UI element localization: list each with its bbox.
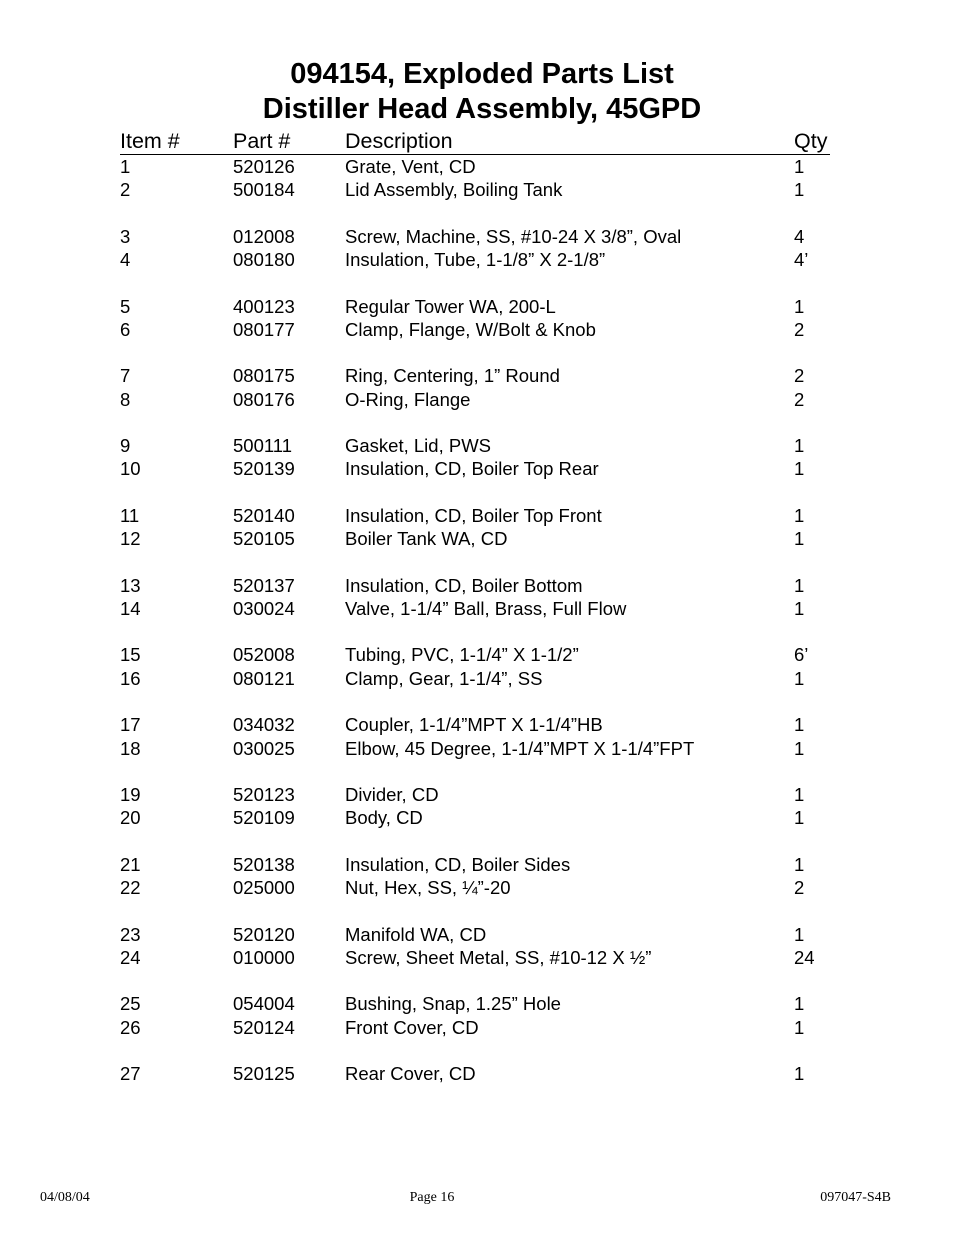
part-qty: 1 bbox=[794, 574, 805, 596]
row-spacer bbox=[120, 551, 840, 574]
part-qty: 2 bbox=[794, 365, 805, 387]
part-qty: 1 bbox=[794, 714, 805, 736]
item-number: 1 bbox=[120, 156, 131, 177]
table-row bbox=[120, 806, 840, 829]
part-number: 520124 bbox=[233, 1016, 295, 1038]
item-number: 26 bbox=[120, 1016, 141, 1038]
part-number: 520126 bbox=[233, 156, 295, 177]
part-number: 012008 bbox=[233, 225, 295, 247]
row-spacer bbox=[120, 969, 840, 992]
part-qty: 1 bbox=[794, 504, 805, 526]
part-number: 520139 bbox=[233, 458, 295, 480]
table-row bbox=[120, 318, 840, 341]
part-description: Elbow, 45 Degree, 1-1/4”MPT X 1-1/4”FPT bbox=[345, 737, 695, 759]
part-number: 052008 bbox=[233, 644, 295, 666]
item-number: 23 bbox=[120, 923, 141, 945]
part-number: 500111 bbox=[233, 435, 292, 457]
part-description: Valve, 1-1/4” Ball, Brass, Full Flow bbox=[345, 597, 627, 619]
part-qty: 1 bbox=[794, 179, 805, 201]
part-number: 520105 bbox=[233, 528, 295, 550]
row-spacer bbox=[120, 271, 840, 294]
table-row bbox=[120, 643, 840, 666]
row-spacer bbox=[120, 830, 840, 853]
part-qty: 24 bbox=[794, 946, 815, 968]
item-number: 16 bbox=[120, 667, 141, 689]
table-row bbox=[120, 597, 840, 620]
table-row bbox=[120, 783, 840, 806]
row-spacer bbox=[120, 202, 840, 225]
table-row bbox=[120, 667, 840, 690]
table-row bbox=[120, 737, 840, 760]
table-row bbox=[120, 295, 840, 318]
table-row bbox=[120, 876, 840, 899]
part-qty: 1 bbox=[794, 528, 805, 550]
part-qty: 1 bbox=[794, 784, 805, 806]
part-description: Screw, Machine, SS, #10-24 X 3/8”, Oval bbox=[345, 225, 682, 247]
part-qty: 1 bbox=[794, 923, 805, 945]
part-description: Ring, Centering, 1” Round bbox=[345, 365, 560, 387]
item-number: 11 bbox=[120, 504, 140, 526]
part-description: Manifold WA, CD bbox=[345, 923, 487, 945]
part-description: Insulation, CD, Boiler Bottom bbox=[345, 574, 583, 596]
part-qty: 1 bbox=[794, 737, 805, 759]
part-description: Front Cover, CD bbox=[345, 1016, 479, 1038]
footer-page-number: Page 16 bbox=[409, 1190, 455, 1205]
part-description: Gasket, Lid, PWS bbox=[345, 435, 491, 457]
description-column-header: Description bbox=[345, 129, 453, 153]
part-number: 034032 bbox=[233, 714, 295, 736]
parts-table-body bbox=[120, 155, 840, 1085]
item-number: 17 bbox=[120, 714, 141, 736]
item-number: 8 bbox=[120, 388, 131, 410]
part-number: 054004 bbox=[233, 993, 295, 1015]
page-subtitle: Distiller Head Assembly, 45GPD bbox=[262, 93, 702, 125]
table-row bbox=[120, 923, 840, 946]
part-description: Insulation, CD, Boiler Top Rear bbox=[345, 458, 599, 480]
part-number: 520138 bbox=[233, 853, 295, 875]
part-qty: 1 bbox=[794, 667, 805, 689]
part-number: 080180 bbox=[233, 249, 295, 271]
part-description: Boiler Tank WA, CD bbox=[345, 528, 508, 550]
row-spacer bbox=[120, 620, 840, 643]
item-number: 4 bbox=[120, 249, 131, 271]
part-qty: 1 bbox=[794, 435, 805, 457]
part-qty: 4’ bbox=[794, 249, 809, 271]
item-number: 9 bbox=[120, 435, 131, 457]
table-row bbox=[120, 713, 840, 736]
part-number: 010000 bbox=[233, 946, 295, 968]
item-number: 2 bbox=[120, 179, 131, 201]
item-number: 10 bbox=[120, 458, 141, 480]
footer-document-number: 097047-S4B bbox=[820, 1190, 891, 1205]
table-row bbox=[120, 1016, 840, 1039]
table-row bbox=[120, 155, 840, 178]
item-number: 20 bbox=[120, 807, 141, 829]
table-row bbox=[120, 1062, 840, 1085]
part-number: 500184 bbox=[233, 179, 295, 201]
page-title: 094154, Exploded Parts List bbox=[290, 58, 674, 90]
part-qty: 1 bbox=[794, 597, 805, 619]
row-spacer bbox=[120, 690, 840, 713]
item-number: 5 bbox=[120, 295, 131, 317]
item-number: 22 bbox=[120, 877, 141, 899]
part-number: 025000 bbox=[233, 877, 295, 899]
parts-table-header bbox=[120, 128, 830, 155]
part-qty: 4 bbox=[794, 225, 805, 247]
table-row bbox=[120, 504, 840, 527]
part-number: 080177 bbox=[233, 318, 295, 340]
part-description: Lid Assembly, Boiling Tank bbox=[345, 179, 563, 201]
part-qty: 1 bbox=[794, 1016, 805, 1038]
row-spacer bbox=[120, 411, 840, 434]
table-row bbox=[120, 248, 840, 271]
part-qty: 2 bbox=[794, 877, 805, 899]
part-description: Grate, Vent, CD bbox=[345, 156, 476, 177]
part-description: Rear Cover, CD bbox=[345, 1063, 476, 1085]
part-description: Bushing, Snap, 1.25” Hole bbox=[345, 993, 561, 1015]
qty-column-header: Qty bbox=[794, 129, 828, 153]
part-qty: 1 bbox=[794, 807, 805, 829]
part-number: 080121 bbox=[233, 667, 295, 689]
part-qty: 1 bbox=[794, 853, 805, 875]
table-row bbox=[120, 853, 840, 876]
part-column-header: Part # bbox=[233, 129, 291, 153]
row-spacer bbox=[120, 1039, 840, 1062]
table-row bbox=[120, 178, 840, 201]
table-row bbox=[120, 992, 840, 1015]
row-spacer bbox=[120, 899, 840, 922]
part-qty: 2 bbox=[794, 318, 805, 340]
row-spacer bbox=[120, 481, 840, 504]
part-number: 520109 bbox=[233, 807, 295, 829]
table-row bbox=[120, 225, 840, 248]
part-number: 520120 bbox=[233, 923, 295, 945]
part-qty: 1 bbox=[794, 1063, 805, 1085]
part-qty: 1 bbox=[794, 993, 805, 1015]
part-number: 030025 bbox=[233, 737, 295, 759]
part-description: Body, CD bbox=[345, 807, 423, 829]
part-description: Insulation, CD, Boiler Top Front bbox=[345, 504, 602, 526]
row-spacer bbox=[120, 760, 840, 783]
part-number: 080175 bbox=[233, 365, 295, 387]
part-number: 520137 bbox=[233, 574, 295, 596]
item-column-header: Item # bbox=[120, 129, 180, 153]
part-description: Divider, CD bbox=[345, 784, 439, 806]
part-number: 080176 bbox=[233, 388, 295, 410]
item-number: 12 bbox=[120, 528, 141, 550]
table-row bbox=[120, 388, 840, 411]
part-description: O-Ring, Flange bbox=[345, 388, 471, 410]
table-row bbox=[120, 364, 840, 387]
item-number: 14 bbox=[120, 597, 141, 619]
part-number: 520123 bbox=[233, 784, 295, 806]
part-description: Insulation, Tube, 1-1/8” X 2-1/8” bbox=[345, 249, 606, 271]
item-number: 25 bbox=[120, 993, 141, 1015]
table-row bbox=[120, 574, 840, 597]
item-number: 19 bbox=[120, 784, 141, 806]
part-number: 520125 bbox=[233, 1063, 295, 1085]
part-description: Insulation, CD, Boiler Sides bbox=[345, 853, 571, 875]
table-row bbox=[120, 946, 840, 969]
part-description: Clamp, Gear, 1-1/4”, SS bbox=[345, 667, 543, 689]
item-number: 27 bbox=[120, 1063, 141, 1085]
part-qty: 1 bbox=[794, 295, 805, 317]
part-description: Coupler, 1-1/4”MPT X 1-1/4”HB bbox=[345, 714, 603, 736]
item-number: 6 bbox=[120, 318, 131, 340]
footer-date: 04/08/04 bbox=[40, 1190, 90, 1205]
row-spacer bbox=[120, 341, 840, 364]
part-number: 030024 bbox=[233, 597, 295, 619]
table-row bbox=[120, 527, 840, 550]
part-number: 400123 bbox=[233, 295, 295, 317]
part-qty: 2 bbox=[794, 388, 805, 410]
part-qty: 1 bbox=[794, 156, 805, 177]
item-number: 18 bbox=[120, 737, 141, 759]
item-number: 13 bbox=[120, 574, 141, 596]
part-description: Regular Tower WA, 200-L bbox=[345, 295, 556, 317]
item-number: 3 bbox=[120, 225, 131, 247]
part-number: 520140 bbox=[233, 504, 295, 526]
table-row bbox=[120, 434, 840, 457]
part-description: Clamp, Flange, W/Bolt & Knob bbox=[345, 318, 596, 340]
item-number: 24 bbox=[120, 946, 141, 968]
item-number: 15 bbox=[120, 644, 141, 666]
part-qty: 1 bbox=[794, 458, 805, 480]
part-description: Screw, Sheet Metal, SS, #10-12 X ½” bbox=[345, 946, 652, 968]
part-qty: 6’ bbox=[794, 644, 809, 666]
item-number: 7 bbox=[120, 365, 131, 387]
part-description: Nut, Hex, SS, ¼”-20 bbox=[345, 877, 511, 899]
table-row bbox=[120, 457, 840, 480]
item-number: 21 bbox=[120, 853, 141, 875]
part-description: Tubing, PVC, 1-1/4” X 1-1/2” bbox=[345, 644, 579, 666]
